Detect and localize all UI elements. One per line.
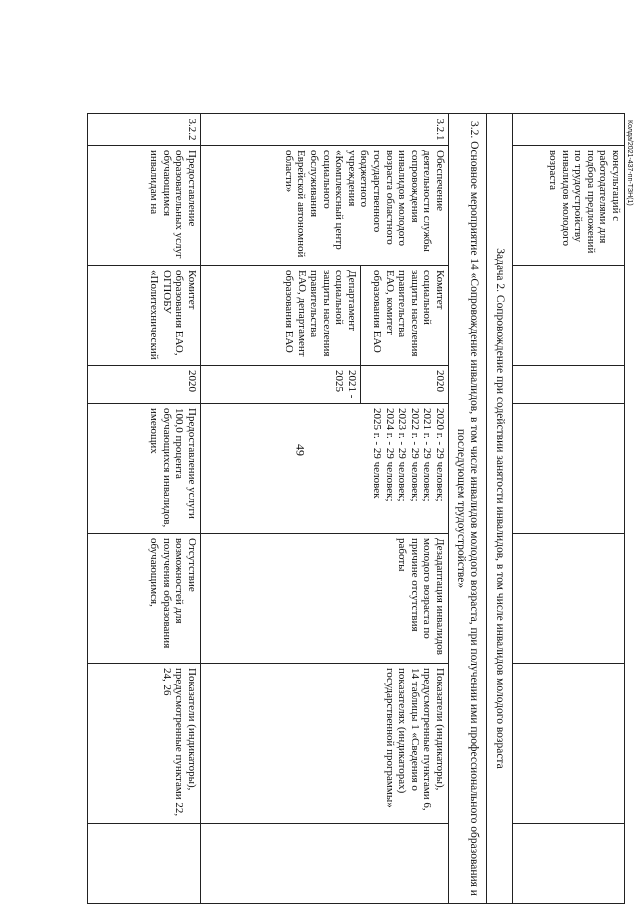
cell-empty: [88, 824, 201, 904]
cell-empty: [513, 824, 625, 904]
year: 2020: [361, 366, 449, 404]
executor: Департамент социальной защиты населения правительства ЕАО, департамент образования ЕАО: [201, 266, 361, 366]
cell-empty: [201, 824, 449, 904]
table-row: [449, 114, 487, 904]
cell-empty: [513, 664, 625, 824]
measure-name: Обеспечение деятельности службы сопровождения инвалидов молодого возраста областного государственного бюджетного учреждения «Комплексный центр социального обслуживания Еврейской автономной области»: [201, 146, 449, 266]
expected-result: 2020 г. - 29 человек; 2021 г. - 29 человек; 2022 г. - 29 человек; 2023 г. - 29 человек; 2024 г. - 29 человек; 2025 г. - 29 человек: [201, 404, 449, 534]
task-heading: Задача 2. Сопровождение при содействии занятости инвалидов, в том числе инвалидов молодого возраста: [487, 114, 513, 904]
rotated-table-area: [88, 113, 639, 896]
cell-empty: [513, 404, 625, 534]
measure-heading: 3.2. Основное мероприятие 14 «Сопровождение инвалидов, в том числе инвалидов молодого возраста, при получении ими профессионального образования и последующем трудоустройстве»: [449, 114, 487, 904]
row-number: 3.2.1: [201, 114, 449, 146]
program-table: [87, 113, 625, 904]
consult-cell: консультаций с работодателями для подбора предложений по трудоустройству инвалидов молодого возраста: [513, 146, 625, 266]
cell-empty: [513, 114, 625, 146]
executor: Комитет образования ЕАО, ОГПОБУ «Политехнический: [88, 266, 201, 366]
cell-empty: [513, 366, 625, 404]
table-row: [513, 114, 625, 904]
table-row: [361, 114, 449, 904]
document-code: Колда/2021-437-пп-ТЗН(1): [626, 120, 633, 206]
table-row: [88, 114, 201, 904]
risk: Дезадаптация инвалидов молодого возраста по причине отсутствия работы: [201, 534, 449, 664]
table-rotation: [88, 113, 625, 903]
indicator: Показатели (индикаторы), предусмотренные пунктами 22, 24, 26: [88, 664, 201, 824]
cell-empty: [513, 266, 625, 366]
table-row: [487, 114, 513, 904]
year: 2021 - 2025: [201, 366, 361, 404]
executor: Комитет социальной защиты населения правительства ЕАО, комитет образования ЕАО: [361, 266, 449, 366]
measure-name: Предоставление образовательных услуг обучающимся инвалидам на: [88, 146, 201, 266]
row-number: 3.2.2: [88, 114, 201, 146]
page-number: 49: [293, 444, 308, 456]
indicator: Показатели (индикаторы), предусмотренные пунктами 6, 14 таблицы 1 «Сведения о показателях (индикаторах) государственной программы»: [201, 664, 449, 824]
year: 2020: [88, 366, 201, 404]
risk: Отсутствие возможностей для получения образования обучающимся,: [88, 534, 201, 664]
cell-empty: [513, 534, 625, 664]
expected-result: Предоставление услуги 100,0 процента обучающихся инвалидов, имеющих: [88, 404, 201, 534]
